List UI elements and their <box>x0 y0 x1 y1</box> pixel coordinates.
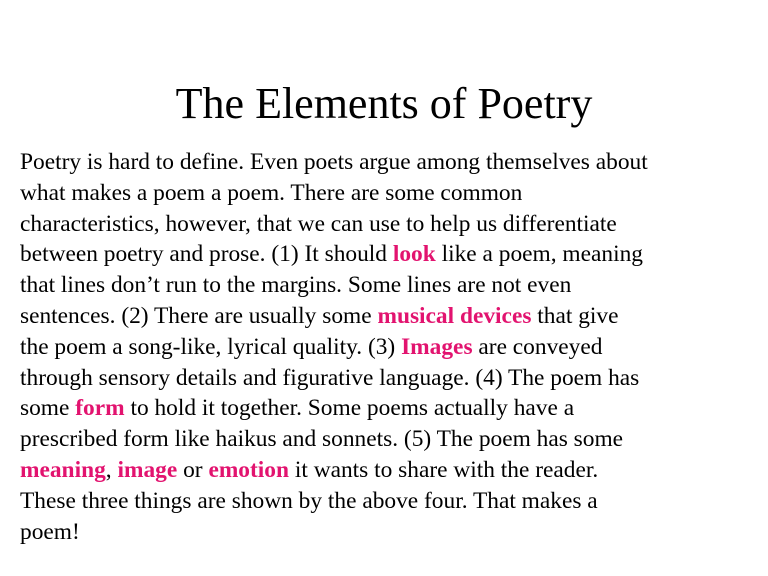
body-line <box>20 147 760 178</box>
body-text-segment: the poem a song-like, lyrical quality. (3) <box>20 333 402 360</box>
body-text-segment: that lines don’t run to the margins. Some lines are not even <box>20 272 572 299</box>
body-text-segment: between poetry and prose. (1) It should <box>20 241 393 268</box>
body-text-segment: it wants to share with the reader. <box>289 456 599 483</box>
body-text-segment: These three things are shown by the above four. That makes a <box>20 487 598 514</box>
body-text-segment: what makes a poem a poem. There are some common <box>20 179 523 206</box>
highlighted-term: image <box>117 456 178 483</box>
body-line <box>20 301 760 332</box>
highlighted-term: look <box>392 241 436 268</box>
body-line <box>20 239 760 270</box>
body-line <box>20 393 760 424</box>
body-line <box>20 178 760 209</box>
body-line <box>20 455 760 486</box>
body-text-segment: , <box>105 456 118 483</box>
body-text-segment: sentences. (2) There are usually some <box>20 302 378 329</box>
highlighted-term: meaning <box>20 456 106 483</box>
body-text-segment: prescribed form like haikus and sonnets. (5) The poem has some <box>20 426 624 453</box>
body-text-segment: Poetry is hard to define. Even poets argue among themselves about <box>20 149 648 175</box>
highlighted-term: form <box>75 395 125 422</box>
highlighted-term: musical devices <box>377 302 532 329</box>
body-line <box>20 209 760 240</box>
body-text-segment: poem! <box>20 518 80 545</box>
slide-body-text <box>20 147 760 547</box>
body-line <box>20 486 760 517</box>
body-line <box>20 270 760 301</box>
body-text-segment: are conveyed <box>472 333 603 360</box>
body-line <box>20 517 760 548</box>
body-text-segment: or <box>177 456 209 483</box>
slide-title: The Elements of Poetry <box>175 79 593 128</box>
body-line <box>20 363 760 394</box>
body-line <box>20 424 760 455</box>
body-text-segment: through sensory details and figurative language. (4) The poem has <box>20 364 640 391</box>
body-text-segment: like a poem, meaning <box>435 241 643 268</box>
body-text-segment: some <box>20 395 76 422</box>
highlighted-term: emotion <box>208 456 289 483</box>
body-text-segment: that give <box>531 302 619 329</box>
body-line <box>20 332 760 363</box>
body-text-segment: characteristics, however, that we can use to help us differentiate <box>20 210 617 237</box>
body-text-segment: to hold it together. Some poems actually have a <box>124 395 575 422</box>
highlighted-term: Images <box>401 333 473 360</box>
